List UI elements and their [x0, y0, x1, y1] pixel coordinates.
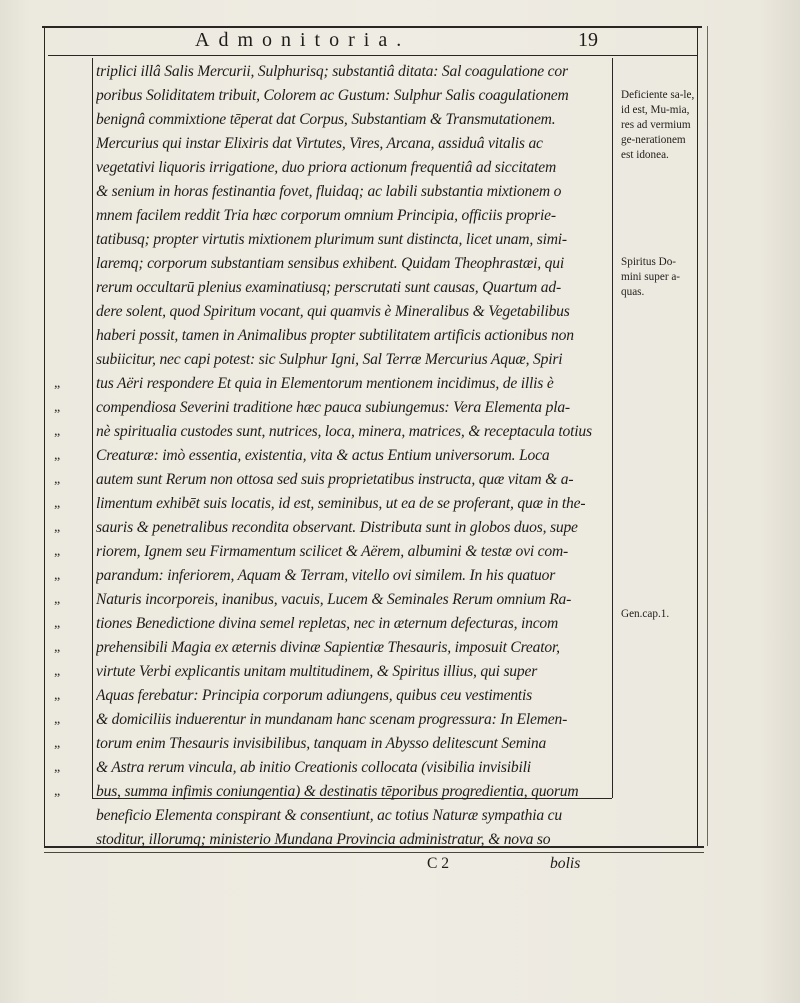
text-line: Aquas ferebatur: Principia corporum adiungens, quibus ceu vestimentis [96, 687, 533, 704]
margin-note-deficiente: Deficiente sa-le, id est, Mu-mia, res ad vermium ge-nerationem est idonea. [621, 89, 695, 161]
quote-mark: „ [54, 616, 61, 631]
text-frame-left [92, 58, 93, 798]
page-number: 19 [578, 29, 598, 51]
text-line: vegetativi liquoris irrigatione, duo priora actionum frequentiâ ad siccitatem [96, 159, 557, 176]
quote-mark: „ [54, 760, 61, 775]
quote-mark: „ [54, 712, 61, 727]
quote-mark: „ [54, 400, 61, 415]
text-line: laremq; corporum substantiam sensibus exhibent. Quidam Theophrastæi, qui [96, 255, 564, 272]
text-line: Creaturæ: imò essentia, existentia, vita & actus Entium universorum. Loca [96, 447, 550, 464]
text-line: autem sunt Rerum non ottosa sed suis proprietatibus instructa, quæ vitam & a- [96, 471, 574, 488]
signature-mark: C 2 [427, 855, 450, 872]
outer-frame-left [44, 26, 45, 846]
outer-frame-right-double [707, 26, 708, 846]
quote-mark: „ [54, 376, 61, 391]
quote-mark: „ [54, 544, 61, 559]
quote-mark: „ [54, 496, 61, 511]
text-line: tiones Benedictione divina semel repletas, nec in æternum defecturas, incom [96, 615, 559, 632]
text-line: virtute Verbi explicantis unitam multitudinem, & Spiritus illius, qui super [96, 663, 538, 680]
text-frame-right [612, 58, 613, 798]
text-line: torum enim Thesauris invisibilibus, tanquam in Abysso delitescunt Semina [96, 735, 547, 752]
main-text-block [96, 60, 610, 876]
text-line: mnem facilem reddit Tria hæc corporum omnium Principia, officiis proprie- [96, 207, 556, 224]
text-line: beneficio Elementa conspirant & consentiunt, ac totius Naturæ sympathia cu [96, 807, 562, 824]
text-line: & Astra rerum vincula, ab initio Creationis collocata (visibilia invisibili [96, 759, 531, 776]
text-line: poribus Soliditatem tribuit, Colorem ac Gustum: Sulphur Salis coagulationem [96, 87, 569, 104]
quote-mark: „ [54, 448, 61, 463]
text-line: haberi possit, tamen in Animalibus propter subtilitatem artificis actionibus non [96, 327, 574, 344]
text-line: tatibusq; propter virtutis mixtionem plurimum sunt distincta, licet unam, simi- [96, 231, 567, 248]
quote-mark: „ [54, 640, 61, 655]
quote-mark: „ [54, 736, 61, 751]
text-line: rerum occultarū plenius examinatiusq; perscrutati sunt causas, Quartum ad- [96, 279, 561, 296]
text-line: triplici illâ Salis Mercurii, Sulphurisq; substantiâ ditata: Sal coagulatione cor [96, 63, 568, 80]
header-rule [48, 55, 698, 56]
quote-mark: „ [54, 688, 61, 703]
text-line: Mercurius qui instar Elixiris dat Virtutes, Vires, Arcana, assiduâ vitalis ac [96, 135, 543, 152]
text-line: & domiciliis induerentur in mundanam hanc scenam progressura: In Elemen- [96, 711, 568, 728]
text-line: & senium in horas festinantia fovet, fluidaq; ac labili substantia mixtionem o [96, 183, 562, 200]
text-line: dere solent, quod Spiritum vocant, qui quamvis è Mineralibus & Vegetabilibus [96, 303, 570, 320]
quote-mark: „ [54, 664, 61, 679]
text-line: subiicitur, nec capi potest: sic Sulphur Igni, Sal Terræ Mercurius Aquæ, Spiri [96, 351, 563, 368]
text-line: limentum exhibēt suis locatis, id est, seminibus, ut ea de se proferant, quæ in the- [96, 495, 586, 512]
text-line: bus, summa infimis coniungentia) & destinatis tēporibus progredientia, quorum [96, 783, 579, 800]
top-rule [42, 26, 702, 28]
text-line: nè spiritualia custodes sunt, nutrices, loca, minera, matrices, & receptacula totius [96, 423, 592, 440]
text-line: riorem, Ignem seu Firmamentum scilicet & Aërem, albumini & testæ ovi com- [96, 543, 569, 560]
text-line: tus Aëri respondere Et quia in Elementorum mentionem incidimus, de illis è [96, 375, 554, 392]
quote-mark: „ [54, 592, 61, 607]
text-line: sauris & penetralibus recondita observant. Distributa sunt in globos duos, supe [96, 519, 578, 536]
text-line: parandum: inferiorem, Aquam & Terram, vitello ovi similem. In his quatuor [96, 567, 556, 584]
margin-note-spiritus: Spiritus Do-mini super a-quas. [621, 256, 681, 298]
quote-mark: „ [54, 568, 61, 583]
signature-line [96, 852, 610, 876]
text-line: Naturis incorporeis, inanibus, vacuis, Lucem & Seminales Rerum omnium Ra- [96, 591, 572, 608]
catchword: bolis [550, 855, 581, 872]
running-title: Admonitoria. [195, 29, 411, 51]
quote-mark: „ [54, 424, 61, 439]
text-line: prehensibili Magia ex æternis divinæ Sapientiæ Thesauris, imposuit Creator, [96, 639, 560, 656]
quote-mark: „ [54, 472, 61, 487]
quote-mark: „ [54, 520, 61, 535]
outer-frame-right [697, 26, 698, 846]
text-line: compendiosa Severini traditione hæc pauca subiungemus: Vera Elementa pla- [96, 399, 570, 416]
text-line: benignâ commixtione tēperat dat Corpus, Substantiam & Transmutationem. [96, 111, 556, 128]
text-line: stoditur, illorumq; ministerio Mundana Provincia administratur, & nova so [96, 831, 551, 848]
quote-mark: „ [54, 784, 61, 799]
margin-note-genesis: Gen.cap.1. [621, 608, 670, 620]
